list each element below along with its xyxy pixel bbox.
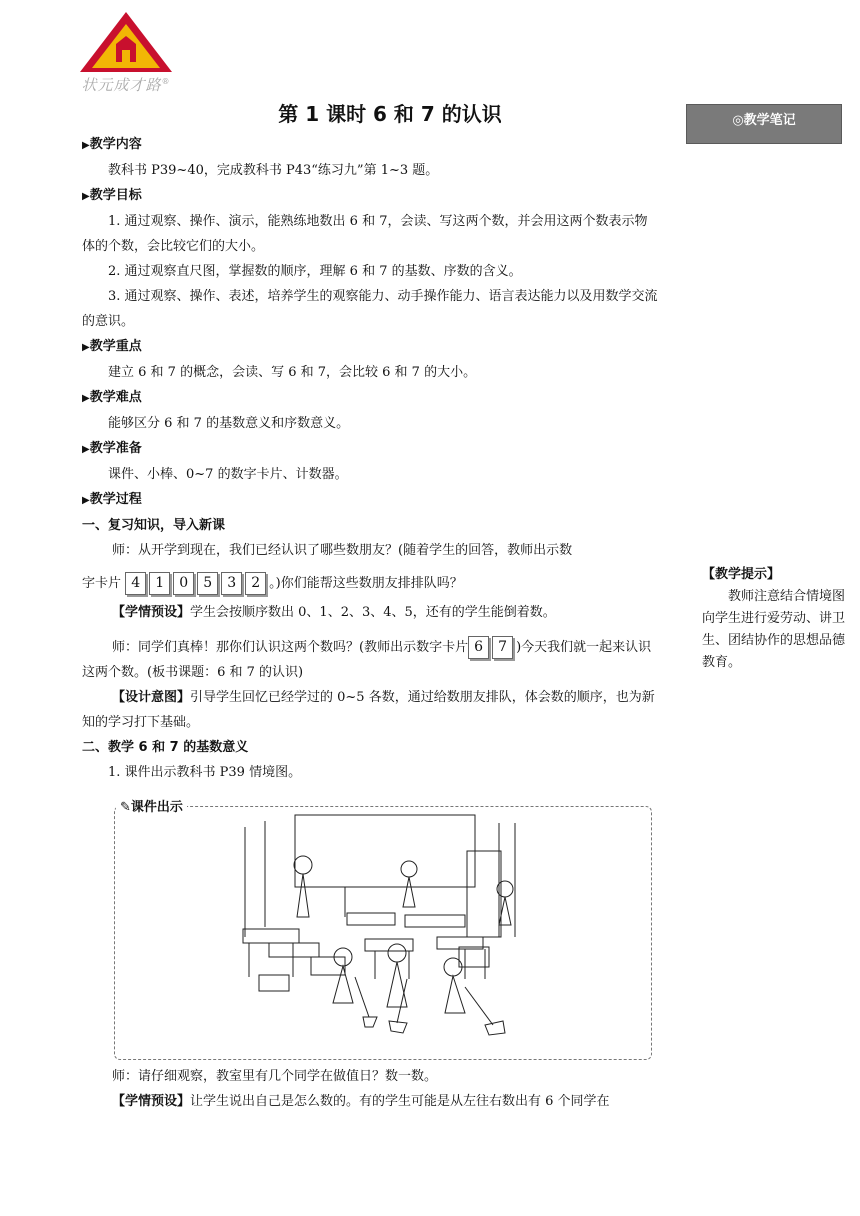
figure-label: ✎课件出示 — [116, 796, 187, 815]
number-card: 2 — [245, 572, 266, 595]
dialogue-paragraph: 师：请仔细观察，教室里有几个同学在做值日？数一数。 — [112, 1069, 438, 1084]
number-card: 5 — [197, 572, 218, 595]
preparation-text: 课件、小棒、0~7 的数字卡片、计数器。 — [108, 467, 348, 482]
section-heading: ▶教学难点 — [82, 390, 142, 405]
teaching-tip — [702, 564, 854, 674]
part-heading: 二、教学 6 和 7 的基数意义 — [82, 740, 249, 755]
goal-1: 1. 通过观察、操作、演示，能熟练地数出 6 和 7，会读、写这两个数，并会用这两个数表示物体的个数，会比较它们的大小。 — [82, 214, 648, 254]
goal-2: 2. 通过观察直尺图，掌握数的顺序，理解 6 和 7 的基数、序数的含义。 — [108, 264, 522, 279]
main-content — [82, 132, 658, 785]
step-text: 1. 课件出示教科书 P39 情境图。 — [108, 765, 302, 780]
dialogue-paragraph: 师：同学们真棒！那你们认识这两个数吗？(教师出示数字卡片 6 7 )今天我们就一起来认识这两个数。(板书课题：6 和 7 的认识) — [82, 635, 658, 685]
number-card: 0 — [173, 572, 194, 595]
number-card: 6 — [468, 636, 489, 659]
teaching-notes-header — [686, 104, 842, 144]
situation-note: 【学情预设】让学生说出自己是怎么数的。有的学生可能是从左往右数出有 6 个同学在 — [112, 1094, 610, 1109]
number-card: 7 — [492, 636, 513, 659]
dialogue-paragraph: 师：从开学到现在，我们已经认识了哪些数朋友？(随着学生的回答，教师出示数 — [112, 543, 573, 558]
number-cards — [468, 635, 516, 660]
page-title: 第 1 课时 6 和 7 的认识 — [278, 102, 502, 126]
teaching-notes-label: ◎教学笔记 — [732, 113, 796, 128]
dialogue-paragraph: 字卡片 4 1 0 5 3 2 。)你们能帮这些数朋友排排队吗？ — [82, 571, 658, 596]
part-heading: 一、复习知识，导入新课 — [82, 518, 226, 533]
teaching-tip-title: 【教学提示】 — [702, 567, 781, 582]
goal-3: 3. 通过观察、操作、表述，培养学生的观察能力、动手操作能力、语言表达能力以及用数学交流的意识。 — [82, 289, 658, 329]
classroom-scene — [115, 807, 651, 1059]
number-cards — [125, 571, 269, 596]
number-card: 1 — [149, 572, 170, 595]
after-figure-content — [82, 1064, 658, 1114]
situation-note: 【学情预设】学生会按顺序数出 0、1、2、3、4、5，还有的学生能倒着数。 — [112, 605, 556, 620]
number-card: 4 — [125, 572, 146, 595]
section-heading: ▶教学内容 — [82, 137, 142, 152]
key-text: 建立 6 和 7 的概念，会读、写 6 和 7，会比较 6 和 7 的大小。 — [108, 365, 477, 380]
section-heading: ▶教学目标 — [82, 188, 142, 203]
section-heading: ▶教学重点 — [82, 339, 142, 354]
number-card: 3 — [221, 572, 242, 595]
section-heading: ▶教学过程 — [82, 492, 142, 507]
pencil-icon: ✎ — [120, 800, 131, 815]
section-heading: ▶教学准备 — [82, 441, 142, 456]
design-note: 【设计意图】引导学生回忆已经学过的 0~5 各数，通过给数朋友排队，体会数的顺序，也为新知的学习打下基础。 — [82, 690, 655, 730]
teaching-tip-body: 教师注意结合情境图向学生进行爱劳动、讲卫生、团结协作的思想品德教育。 — [702, 589, 846, 670]
difficulty-text: 能够区分 6 和 7 的基数意义和序数意义。 — [108, 416, 350, 431]
classroom-illustration — [114, 806, 652, 1060]
content-text: 教科书 P39~40，完成教科书 P43“练习九”第 1~3 题。 — [108, 163, 439, 178]
logo-text: 状元成才路® — [81, 76, 171, 94]
